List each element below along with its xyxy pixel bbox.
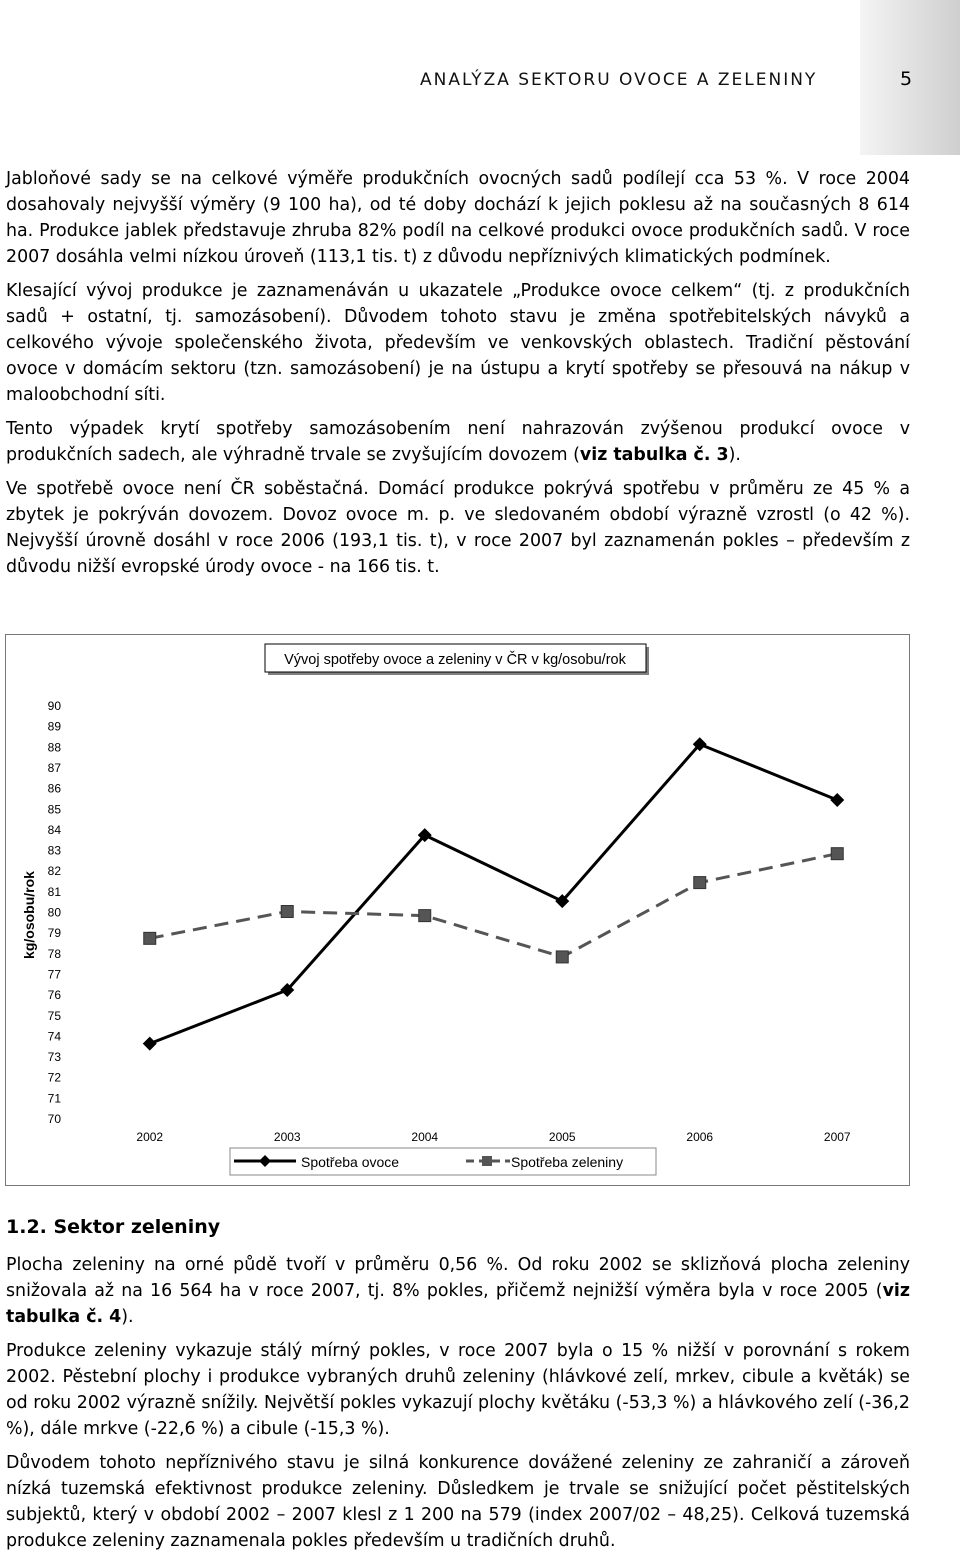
y-tick-label: 90 — [47, 699, 61, 713]
x-tick-label: 2007 — [823, 1130, 851, 1144]
y-tick-label: 88 — [47, 740, 61, 755]
consumption-chart — [5, 634, 910, 1186]
legend-marker-zelenina — [482, 1156, 492, 1166]
data-point-zelenina — [556, 951, 568, 963]
y-tick-label: 77 — [47, 967, 61, 982]
y-tick-label: 85 — [47, 802, 61, 817]
series-line-ovoce — [150, 744, 838, 1043]
data-point-zelenina — [281, 906, 293, 918]
paragraph — [6, 416, 910, 468]
data-point-ovoce — [143, 1037, 157, 1051]
y-tick-label: 89 — [47, 719, 61, 734]
data-point-zelenina — [831, 848, 843, 860]
y-axis-label: kg/osobu/rok — [21, 871, 37, 959]
x-tick-label: 2006 — [686, 1130, 714, 1144]
y-tick-label: 76 — [47, 988, 61, 1003]
x-tick-label: 2005 — [548, 1130, 576, 1144]
y-tick-label: 71 — [47, 1091, 61, 1106]
text-run: ). — [728, 445, 741, 465]
y-tick-label: 74 — [47, 1029, 61, 1044]
paragraph: Důvodem tohoto nepříznivého stavu je silná konkurence dovážené zeleniny ze zahraničí a zároveň nízká tuzemská efektivnost produkce zeleniny. Důsledkem je trvale se snižující počet pěstitelských subjektů, který v období 2002 – 2007 klesl z 1 200 na 579 (index 2007/02 – 48,25). Celková tuzemská produkce zeleniny zaznamenala pokles především u tradičních druhů. — [6, 1453, 910, 1551]
page-number: 5 — [900, 68, 913, 90]
y-tick-label: 82 — [47, 864, 61, 879]
y-tick-label: 81 — [47, 884, 61, 899]
table-reference: viz tabulka č. 4 — [6, 1281, 910, 1327]
paragraph: Produkce zeleniny vykazuje stálý mírný pokles, v roce 2007 byla o 15 % nižší v porovnání s rokem 2002. Pěstební plochy i produkce vybraných druhů zeleniny (hlávkové zelí, mrkev, cibule a květák) se od roku 2002 výrazně snížily. Největší pokles vykazují plochy květáku (-53,3 %) a hlávkového zelí (-36,2 %), dále mrkve (-22,6 %) a cibule (-15,3 %). — [6, 1341, 910, 1439]
text-run: Tento výpadek krytí spotřeby samozásobením není nahrazován zvýšenou produkcí ovoce v produkčních sadech, ale výhradně trvale se zvyšujícím dovozem ( — [6, 419, 910, 465]
legend-label-zelenina: Spotřeba zeleniny — [511, 1154, 624, 1170]
text-run: Plocha zeleniny na orné půdě tvoří v průměru 0,56 %. Od roku 2002 se sklizňová plocha zeleniny snižovala až na 16 564 ha v roce 2007, tj. 8% pokles, přičemž nejnižší výměra byla v roce 2005 ( — [6, 1255, 910, 1301]
y-tick-label: 87 — [47, 760, 61, 775]
text-run: ). — [121, 1307, 134, 1327]
y-tick-label: 72 — [47, 1070, 61, 1085]
paragraph: Ve spotřebě ovoce není ČR soběstačná. Domácí produkce pokrývá spotřebu v průměru ze 45 % a zbytek je pokrýván dovozem. Dovoz ovoce m. p. ve sledovaném období výrazně vzrostl (o 42 %). Nejvyšší úrovně dosáhl v roce 2006 (193,1 tis. t), v roce 2007 byl zaznamenán pokles – především z důvodu nižší evropské úrody ovoce - na 166 tis. t. — [6, 479, 910, 577]
table-reference: viz tabulka č. 3 — [579, 445, 729, 465]
y-tick-label: 70 — [47, 1112, 61, 1126]
data-point-ovoce — [830, 793, 844, 807]
y-tick-label: 83 — [47, 843, 61, 858]
y-axis-ticks — [48, 699, 62, 1126]
paragraph — [6, 1252, 910, 1330]
running-header: ANALÝZA SEKTORU OVOCE A ZELENINY — [420, 70, 818, 90]
intro-text — [6, 166, 910, 588]
x-tick-label: 2003 — [273, 1130, 301, 1144]
section-text — [6, 1252, 910, 1562]
legend-label-ovoce: Spotřeba ovoce — [301, 1154, 400, 1170]
data-point-zelenina — [144, 932, 156, 944]
y-tick-label: 78 — [47, 946, 61, 961]
x-tick-label: 2002 — [136, 1130, 164, 1144]
y-tick-label: 79 — [47, 926, 61, 941]
y-tick-label: 75 — [47, 1008, 61, 1023]
y-tick-label: 80 — [47, 905, 61, 920]
chart-canvas — [6, 635, 909, 1185]
data-point-zelenina — [694, 877, 706, 889]
paragraph: Jabloňové sady se na celkové výměře produkčních ovocných sadů podílejí cca 53 %. V roce 2004 dosahovaly nejvyšší výměry (9 100 ha), od té doby dochází k jejich poklesu až na současných 8 614 ha. Produkce jablek představuje zhruba 82% podíl na celkové produkci ovoce produkčních sadů. V roce 2007 dosáhla velmi nízkou úroveň (113,1 tis. t) z důvodu nepříznivých klimatických podmínek. — [6, 169, 910, 267]
series-layer — [143, 737, 845, 1050]
chart-title: Vývoj spotřeby ovoce a zeleniny v ČR v kg/osobu/rok — [284, 652, 626, 668]
section-heading: 1.2. Sektor zeleniny — [6, 1216, 221, 1238]
data-point-zelenina — [419, 910, 431, 922]
x-tick-label: 2004 — [411, 1130, 439, 1144]
y-tick-label: 84 — [47, 822, 61, 837]
paragraph: Klesající vývoj produkce je zaznamenáván u ukazatele „Produkce ovoce celkem“ (tj. z produkčních sadů + ostatní, tj. samozásobení). Důvodem tohoto stavu je změna spotřebitelských návyků a celkového vývoje společenského života, především ve venkovských oblastech. Tradiční pěstování ovoce v domácím sektoru (tzn. samozásobení) je na ústupu a krytí spotřeby se přesouvá na nákup v maloobchodní síti. — [6, 281, 910, 405]
x-axis-ticks — [136, 1130, 851, 1144]
y-tick-label: 73 — [47, 1050, 61, 1065]
y-tick-label: 86 — [47, 781, 61, 796]
